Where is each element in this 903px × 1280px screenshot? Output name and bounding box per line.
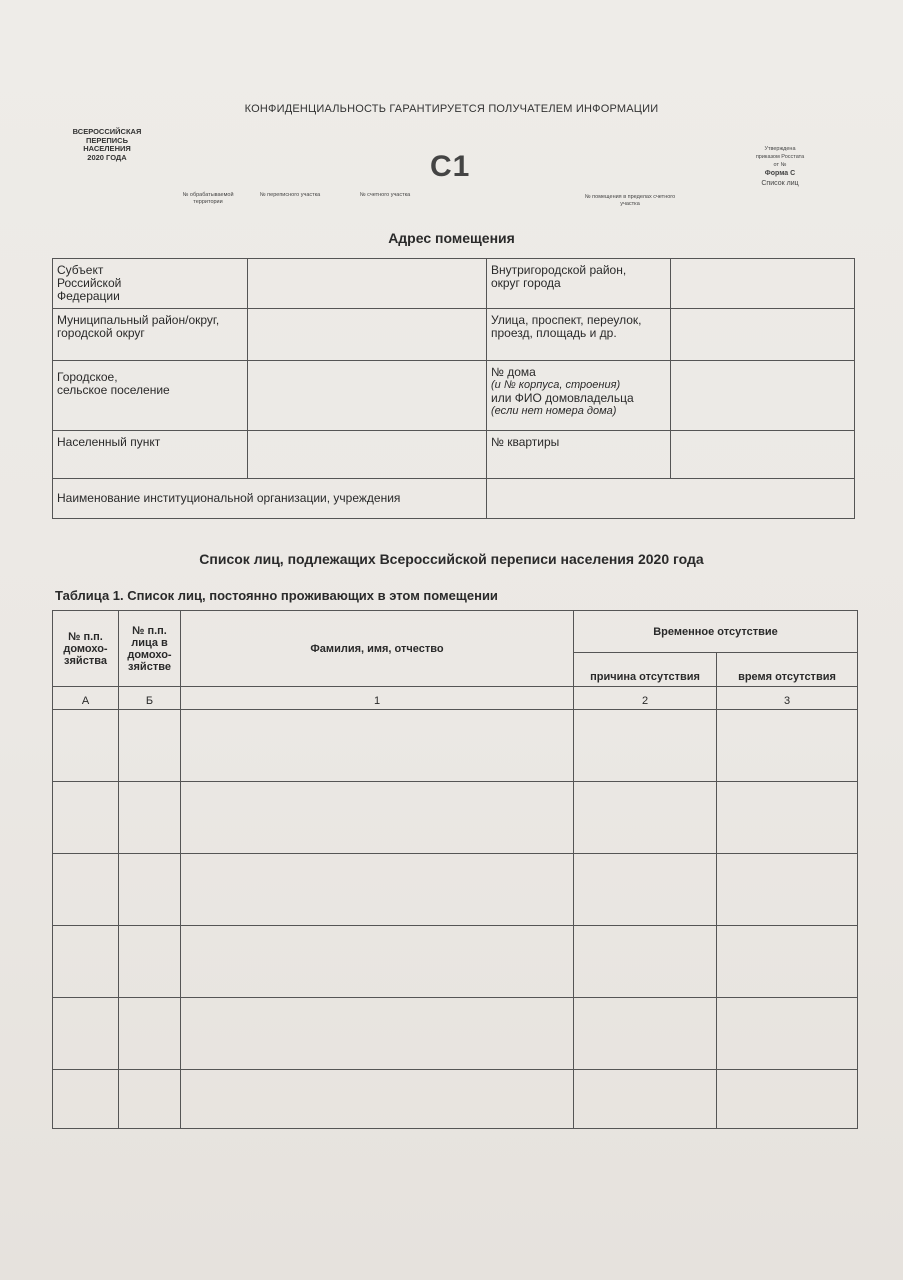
person-cell[interactable] bbox=[119, 782, 181, 854]
table-row bbox=[53, 1070, 858, 1129]
municipal-label: Муниципальный район/округ, городской округ bbox=[53, 309, 248, 361]
institution-field[interactable] bbox=[487, 479, 855, 519]
time-cell[interactable] bbox=[717, 998, 858, 1070]
premises-field-label: № помещения в пределах счетного участка bbox=[584, 194, 676, 207]
district-label: Внутригородской район, округ города bbox=[487, 259, 671, 309]
person-cell[interactable] bbox=[119, 926, 181, 998]
household-cell[interactable] bbox=[53, 926, 119, 998]
name-cell[interactable] bbox=[181, 782, 574, 854]
time-cell[interactable] bbox=[717, 1070, 858, 1129]
name-cell[interactable] bbox=[181, 854, 574, 926]
house-field[interactable] bbox=[671, 361, 855, 431]
form-number: Форма С bbox=[764, 170, 796, 177]
subject-label: Субъект Российской Федерации bbox=[53, 259, 248, 309]
person-cell[interactable] bbox=[119, 710, 181, 782]
house-label: № дома (и № корпуса, строения) или ФИО домовладельца (если нет номера дома) bbox=[487, 361, 671, 431]
district-field[interactable] bbox=[671, 259, 855, 309]
subject-field[interactable] bbox=[248, 259, 487, 309]
name-cell[interactable] bbox=[181, 926, 574, 998]
list-title: Список лиц, подлежащих Всероссийской переписи населения 2020 года bbox=[199, 551, 704, 567]
persons-table bbox=[52, 610, 858, 1129]
household-cell[interactable] bbox=[53, 1070, 119, 1129]
col-time: время отсутствия bbox=[717, 653, 858, 687]
col-household: № п.п. домохо-зяйства bbox=[53, 611, 119, 687]
col-name: Фамилия, имя, отчество bbox=[181, 611, 574, 687]
municipal-field[interactable] bbox=[248, 309, 487, 361]
col-person: № п.п. лица в домохо-зяйстве bbox=[119, 611, 181, 687]
reason-cell[interactable] bbox=[574, 998, 717, 1070]
time-cell[interactable] bbox=[717, 782, 858, 854]
time-cell[interactable] bbox=[717, 854, 858, 926]
reason-cell[interactable] bbox=[574, 854, 717, 926]
table1-title: Таблица 1. Список лиц, постоянно проживающих в этом помещении bbox=[55, 588, 498, 603]
person-cell[interactable] bbox=[119, 1070, 181, 1129]
idx-a: А bbox=[53, 687, 119, 710]
name-cell[interactable] bbox=[181, 710, 574, 782]
address-title: Адрес помещения bbox=[388, 230, 515, 246]
household-cell[interactable] bbox=[53, 998, 119, 1070]
settlement-label: Городское, сельское поселение bbox=[53, 361, 248, 431]
form-code: С1 bbox=[430, 150, 471, 183]
reason-cell[interactable] bbox=[574, 710, 717, 782]
reason-cell[interactable] bbox=[574, 1070, 717, 1129]
name-cell[interactable] bbox=[181, 1070, 574, 1129]
settlement-field[interactable] bbox=[248, 361, 487, 431]
idx-3: 3 bbox=[717, 687, 858, 710]
table-row bbox=[53, 710, 858, 782]
person-cell[interactable] bbox=[119, 998, 181, 1070]
time-cell[interactable] bbox=[717, 926, 858, 998]
household-cell[interactable] bbox=[53, 854, 119, 926]
idx-b: Б bbox=[119, 687, 181, 710]
column-index-row bbox=[53, 687, 858, 710]
form-name: Список лиц bbox=[761, 180, 799, 187]
approval-block: Утверждена приказом Росстата от № Форма С Список лиц bbox=[735, 145, 825, 189]
reason-cell[interactable] bbox=[574, 926, 717, 998]
address-table bbox=[52, 258, 855, 519]
confidentiality-notice: КОНФИДЕНЦИАЛЬНОСТЬ ГАРАНТИРУЕТСЯ ПОЛУЧАТЕЛЕМ ИНФОРМАЦИИ bbox=[244, 103, 659, 115]
counting-area-field-label: № счетного участка bbox=[359, 192, 411, 198]
idx-1: 1 bbox=[181, 687, 574, 710]
territory-field-label: № обрабатываемой территории bbox=[182, 192, 234, 205]
table-row bbox=[53, 782, 858, 854]
table-row bbox=[53, 998, 858, 1070]
locality-label: Населенный пункт bbox=[53, 431, 248, 479]
col-reason: причина отсутствия bbox=[574, 653, 717, 687]
table-row bbox=[53, 854, 858, 926]
street-label: Улица, проспект, переулок, проезд, площадь и др. bbox=[487, 309, 671, 361]
street-field[interactable] bbox=[671, 309, 855, 361]
census-area-field-label: № переписного участка bbox=[259, 192, 321, 198]
census-name: ВСЕРОССИЙСКАЯ ПЕРЕПИСЬ НАСЕЛЕНИЯ 2020 ГОДА bbox=[72, 127, 142, 162]
locality-field[interactable] bbox=[248, 431, 487, 479]
apartment-label: № квартиры bbox=[487, 431, 671, 479]
household-cell[interactable] bbox=[53, 710, 119, 782]
idx-2: 2 bbox=[574, 687, 717, 710]
reason-cell[interactable] bbox=[574, 782, 717, 854]
table-row bbox=[53, 926, 858, 998]
institution-label: Наименование институциональной организации, учреждения bbox=[53, 479, 487, 519]
apartment-field[interactable] bbox=[671, 431, 855, 479]
col-absence: Временное отсутствие bbox=[574, 611, 858, 653]
household-cell[interactable] bbox=[53, 782, 119, 854]
name-cell[interactable] bbox=[181, 998, 574, 1070]
time-cell[interactable] bbox=[717, 710, 858, 782]
person-cell[interactable] bbox=[119, 854, 181, 926]
